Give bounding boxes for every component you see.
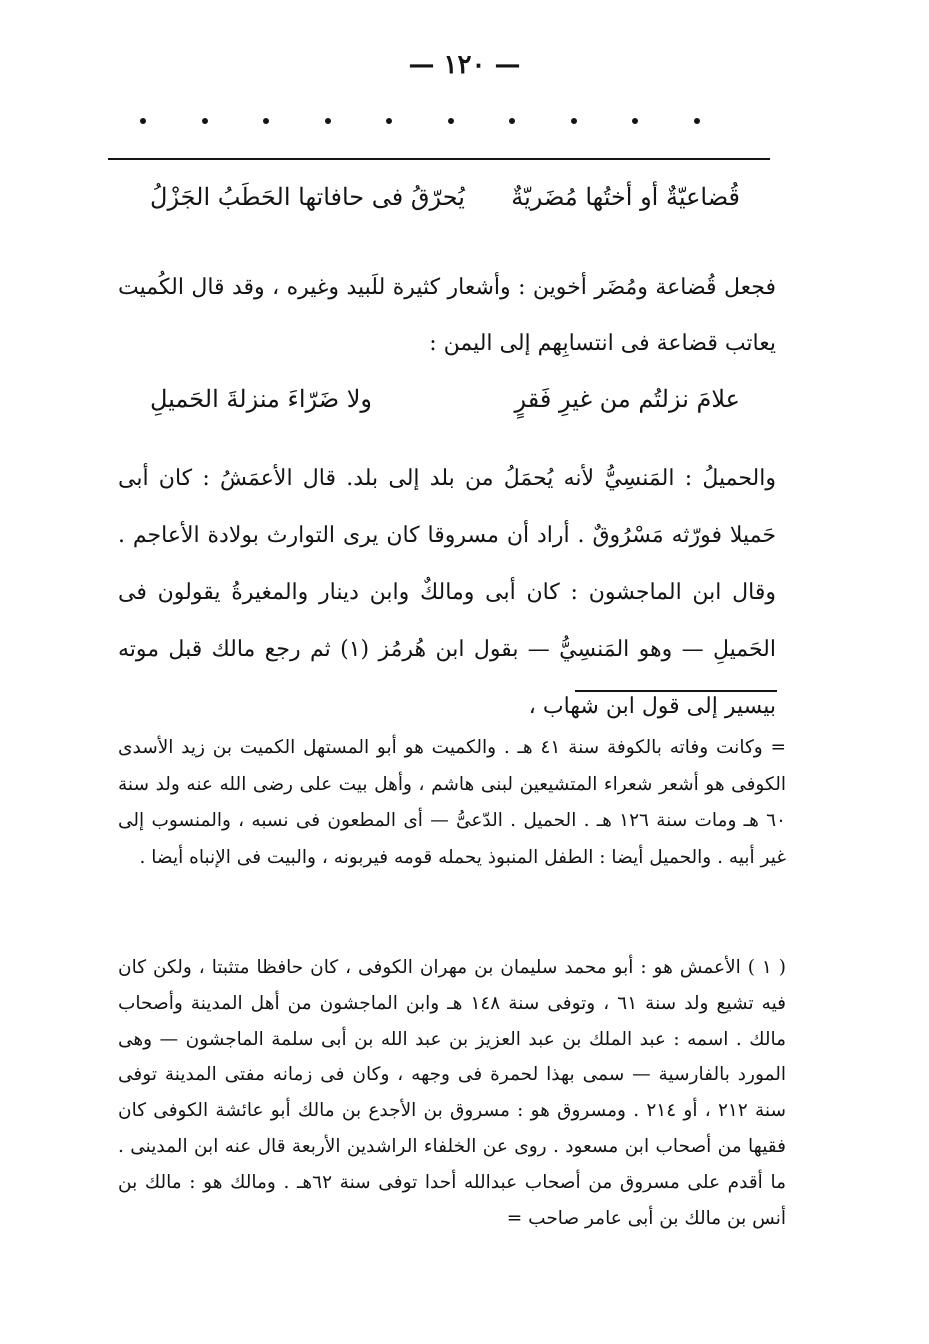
dot — [571, 118, 577, 124]
dot — [694, 118, 700, 124]
verse-1 — [150, 183, 740, 211]
page-number: — ١٢٠ — — [408, 50, 521, 80]
verse-1-second-hemistich: يُحرّقُ فى حافاتها الحَطَبُ الجَزْلُ — [150, 183, 465, 211]
ornament-dots — [140, 118, 700, 124]
verse-1-first-hemistich: قُضاعيّةٌ أو أختُها مُضَريّةٌ — [511, 183, 740, 211]
dot — [140, 118, 146, 124]
verse-2-first-hemistich: علامَ نزلتُم من غيرِ فَقرٍ — [514, 385, 740, 413]
footnote-continued: = وكانت وفاته بالكوفة سنة ٤١ هـ . والكميت هو أبو المستهل الكميت بن زيد الأسدى الكوفى هو أشعر شعراء المتشيعين لبنى هاشم ، وأهل بيت على رضى الله عنه ولد سنة ٦٠ هـ ومات سنة ١٢٦ هـ . الحميل . الدّعىُّ — أى المطعون فى نسبه ، والمنسوب إلى غير أبيه . والحميل أيضا : الطفل المنبوذ يحمله قومه فيربونه ، والبيت فى الإنباه أيضا . — [118, 737, 786, 868]
footnote-1: ( ١ ) الأعمش هو : أبو محمد سليمان بن مهران الكوفى ، كان حافظا متثبتا ، ولكن كان فيه تشيع ولد سنة ٦١ ، وتوفى سنة ١٤٨ هـ وابن الماجشون من أهل المدينة وأصحاب مالك . اسمه : عبد الملك بن عبد العزيز بن عبد الله بن أبى سلمة الماجشون — وهى المورد بالفارسية — سمى بهذا لحمرة فى وجهه ، وكان فى زمانه مفتى المدينة توفى سنة ٢١٢ ، أو ٢١٤ . ومسروق هو : مسروق بن الأجدع بن مالك أبو عائشة الكوفى كان فقيها من أصحاب ابن مسعود . روى عن الخلفاء الراشدين الأربعة قال عنه ابن المدينى . ما أقدم على مسروق من أصحاب عبدالله أحدا توفى سنة ٦٢هـ . ومالك هو : مالك بن أنس بن مالك بن أبى عامر صاحب = — [118, 957, 786, 1229]
dot — [509, 118, 515, 124]
dot — [632, 118, 638, 124]
dot — [202, 118, 208, 124]
verse-2-second-hemistich: ولا ضَرّاءَ منزلةَ الحَميلِ — [150, 385, 373, 413]
verse-2 — [150, 385, 740, 413]
dot — [263, 118, 269, 124]
paragraph-2: والحميلُ : المَنسِيُّ لأنه يُحمَلُ من بلد إلى بلد. قال الأعمَشُ : كان أبى حَميلا فورّثه مَسْرُوقٌ . أراد أن مسروقا كان يرى التوارث بولادة الأعاجم . وقال ابن الماجشون : كان أبى ومالكٌ وابن دينار والمغيرةُ يقولون فى الحَميلِ — وهو المَنسِيُّ — بقول ابن هُرمُز (١) ثم رجع مالك قبل موته بيسير إلى قول ابن شهاب ، — [118, 466, 776, 719]
paragraph-1: فجعل قُضاعة ومُضَر أخوين : وأشعار كثيرة للَبيد وغيره ، وقد قال الكُميت يعاتب قضاعة فى انتسابِهم إلى اليمن : — [118, 275, 776, 356]
dot — [448, 118, 454, 124]
dot — [325, 118, 331, 124]
footnote-separator — [575, 690, 777, 692]
dot — [386, 118, 392, 124]
header-rule — [108, 158, 770, 160]
